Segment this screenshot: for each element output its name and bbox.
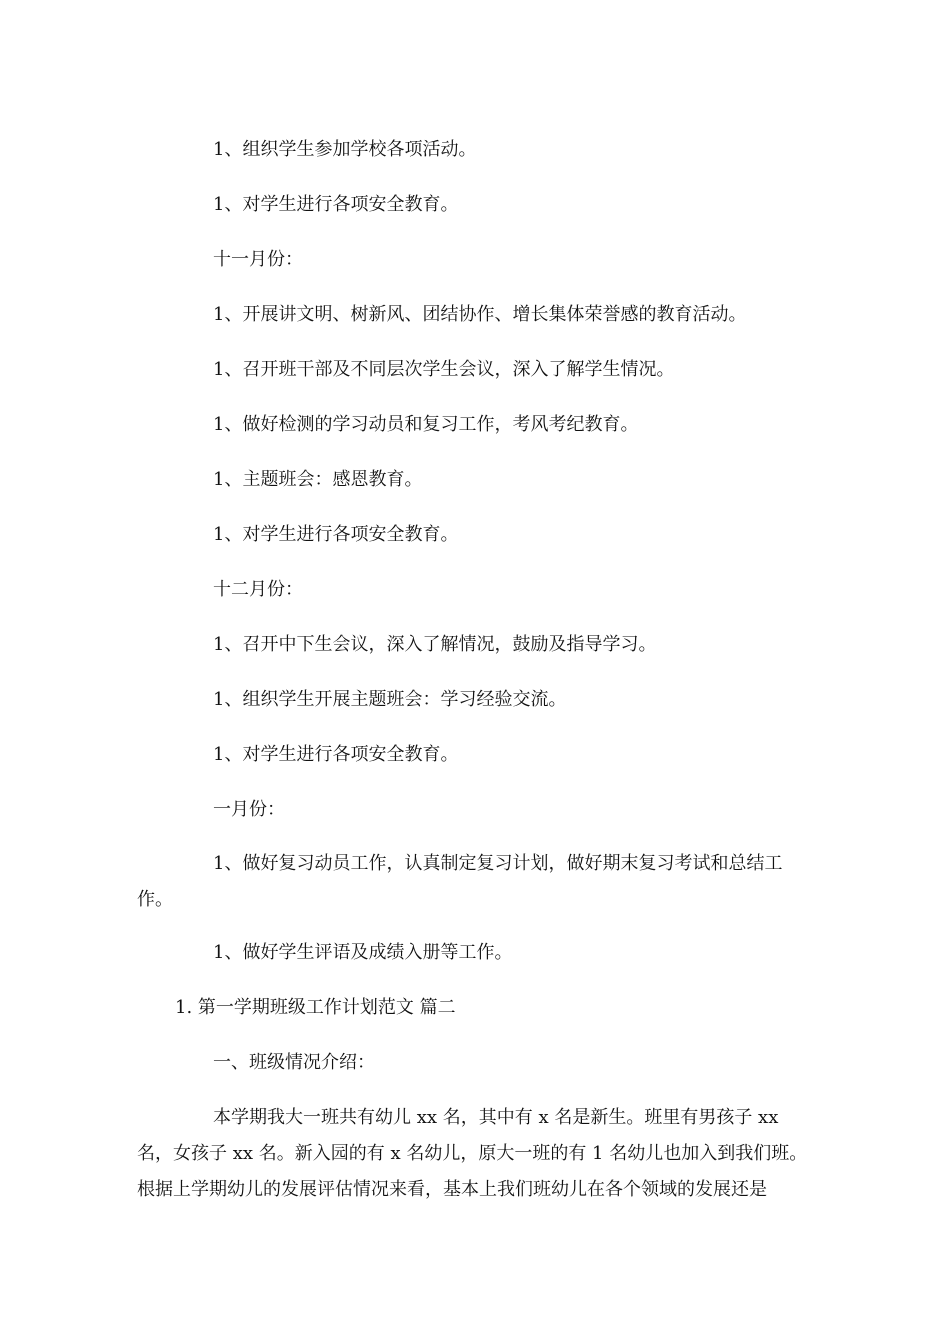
list-item: 1、召开班干部及不同层次学生会议，深入了解学生情况。 (213, 359, 675, 380)
review-paragraph: 1、做好复习动员工作，认真制定复习计划，做好期末复习考试和总结工作。 (137, 853, 783, 910)
list-item: 1、对学生进行各项安全教育。 (213, 524, 459, 545)
section-heading: 1. 第一学期班级工作计划范文 篇二 (175, 997, 456, 1018)
month-heading: 十二月份： (213, 579, 303, 600)
list-item: 1、对学生进行各项安全教育。 (213, 744, 459, 765)
list-item: 1、组织学生参加学校各项活动。 (213, 139, 477, 160)
month-heading: 一月份： (213, 799, 285, 820)
list-item: 1、做好检测的学习动员和复习工作，考风考纪教育。 (213, 414, 639, 435)
list-item: 1、开展讲文明、树新风、团结协作、增长集体荣誉感的教育活动。 (213, 304, 747, 325)
list-item: 1、组织学生开展主题班会：学习经验交流。 (213, 689, 567, 710)
list-item: 1、做好学生评语及成绩入册等工作。 (213, 942, 513, 963)
class-intro-paragraph: 本学期我大一班共有幼儿 xx 名，其中有 x 名是新生。班里有男孩子 xx 名，女孩子 xx 名。新入园的有 x 名幼儿，原大一班的有 1 名幼儿也加入到我们班。根据上学期幼儿的发展评估情况来看，基本上我们班幼儿在各个领域的发展还是 (137, 1107, 808, 1200)
list-item: 1、召开中下生会议，深入了解情况，鼓励及指导学习。 (213, 634, 657, 655)
list-item: 1、对学生进行各项安全教育。 (213, 194, 459, 215)
list-item: 1、主题班会：感恩教育。 (213, 469, 423, 490)
month-heading: 十一月份： (213, 249, 303, 270)
subheading: 一、班级情况介绍： (213, 1052, 375, 1073)
